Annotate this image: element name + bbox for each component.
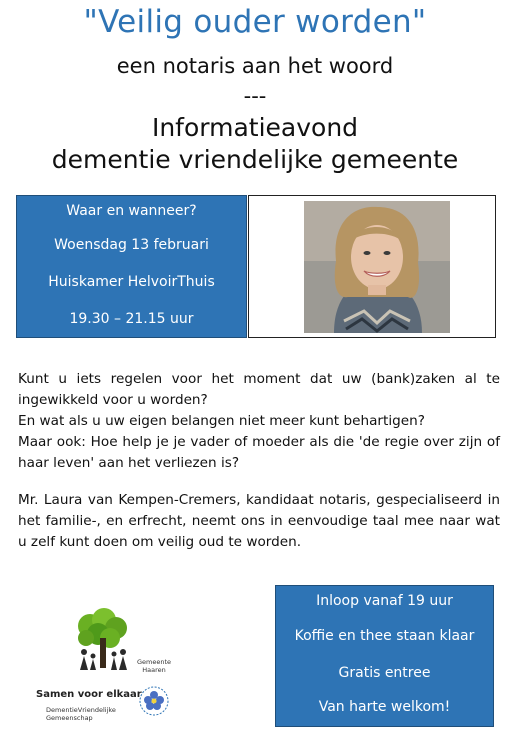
municipality-label <box>137 658 171 674</box>
question-line-3: Maar ook: Hoe help je je vader of moeder als die 'de regie over zijn of haar leven' aan het verliezen is? <box>18 434 500 471</box>
speaker-paragraph <box>18 490 500 553</box>
speaker-photo-frame <box>248 195 496 338</box>
event-topic: dementie vriendelijke gemeente <box>51 145 459 174</box>
speaker-description: Mr. Laura van Kempen-Cremers, kandidaat notaris, gespecialiseerd in het familie-, en erfrecht, neemt ons in eenvoudige taal mee naar wat u zelf kunt doen om veilig oud te worden. <box>18 492 500 550</box>
logo-tagline-2: Gemeenschap <box>46 714 93 722</box>
separator: --- <box>243 84 267 108</box>
poster-title: "Veilig ouder worden" <box>83 4 427 40</box>
municipality-word: Gemeente <box>137 658 172 666</box>
info-heading: Waar en wanneer? <box>66 203 197 219</box>
logo-brand-text: Samen voor elkaar <box>36 689 142 700</box>
intro-paragraph <box>18 369 500 474</box>
entry-fee-note: Gratis entree <box>338 665 431 681</box>
info-box <box>16 195 247 338</box>
speaker-photo <box>304 201 450 333</box>
question-line-2: En wat als u uw eigen belangen niet meer kunt behartigen? <box>18 413 425 429</box>
welcome-box <box>275 585 494 727</box>
tree-people-icon <box>74 608 132 670</box>
municipality-name: Haaren <box>142 666 166 674</box>
welcome-message: Van harte welkom! <box>318 699 451 715</box>
question-line-1: Kunt u iets regelen voor het moment dat uw (bank)zaken al te ingewikkeld voor u worden? <box>18 371 500 408</box>
walk-in-time: Inloop vanaf 19 uur <box>316 593 453 609</box>
poster-subtitle: een notaris aan het woord <box>116 54 394 78</box>
event-date: Woensdag 13 februari <box>54 237 209 253</box>
event-location: Huiskamer HelvoirThuis <box>48 274 215 290</box>
forget-me-not-emblem-icon <box>138 685 170 717</box>
event-time: 19.30 – 21.15 uur <box>69 311 194 327</box>
logo-tagline-1: DementieVriendelijke <box>46 706 116 714</box>
refreshments-note: Koffie en thee staan klaar <box>294 628 475 644</box>
event-title: Informatieavond <box>151 113 359 142</box>
